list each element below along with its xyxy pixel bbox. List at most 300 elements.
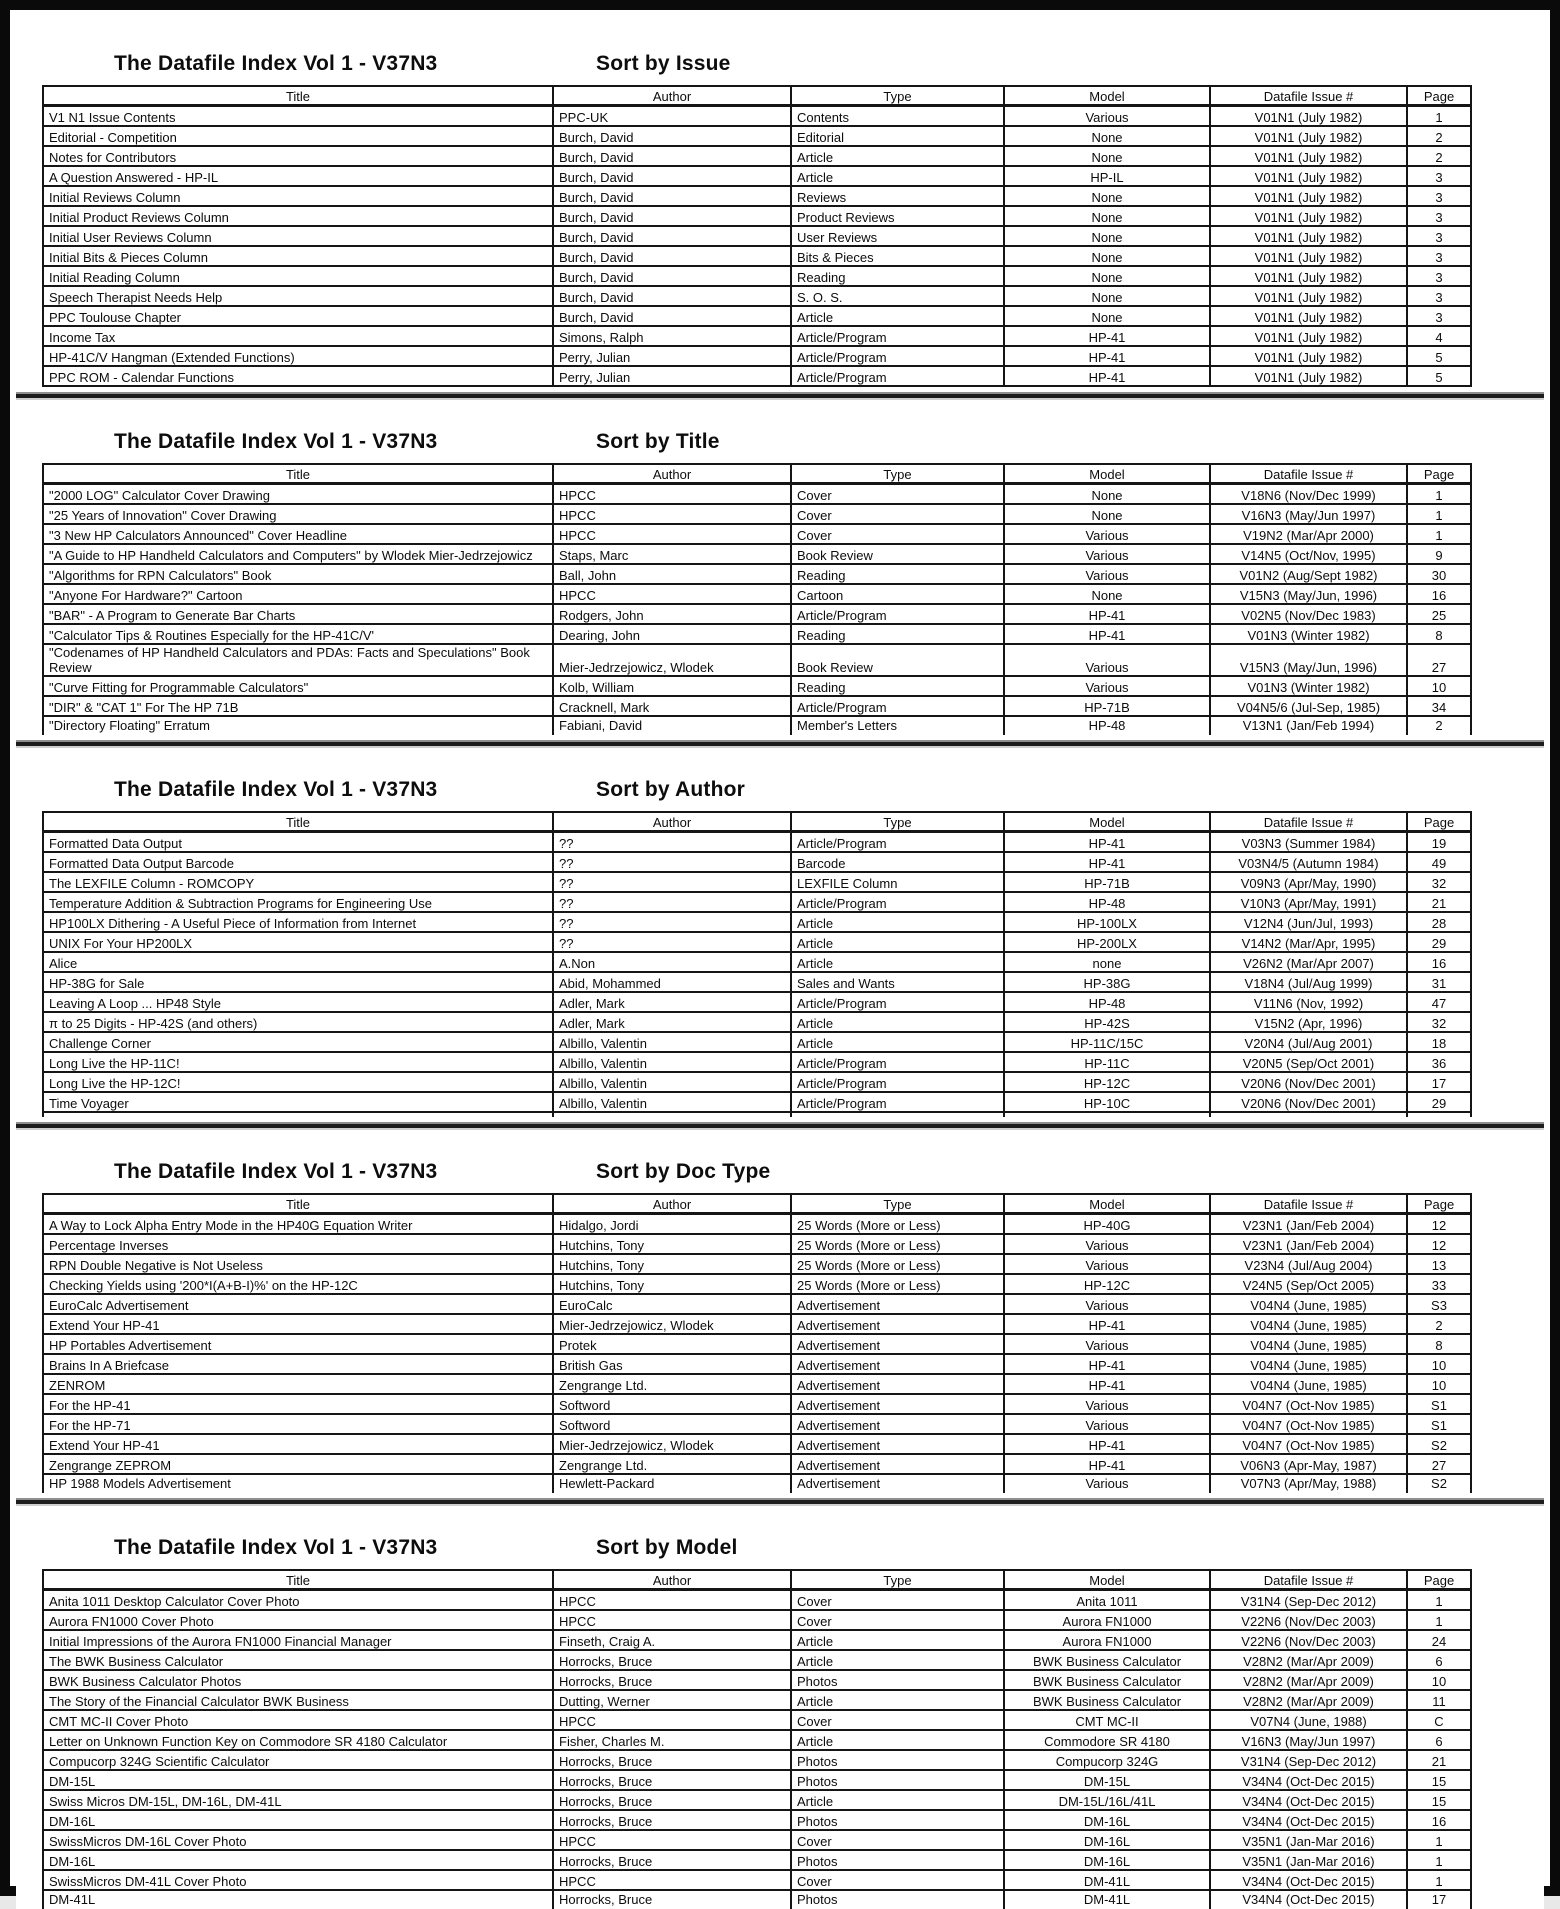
cell-type: Contents (791, 106, 1004, 127)
cell-type: Article (791, 1690, 1004, 1710)
column-header: Page (1407, 86, 1471, 106)
report-title: The Datafile Index Vol 1 - V37N3 (114, 430, 438, 453)
table-row (43, 1790, 1471, 1810)
cell-title: EuroCalc Advertisement (43, 1294, 553, 1314)
cell-page: S1 (1407, 1394, 1471, 1414)
table-row (43, 266, 1471, 286)
cell-title: DM-15L (43, 1770, 553, 1790)
cell-page: 29 (1407, 1092, 1471, 1112)
cell-model: HP-12C (1004, 1072, 1210, 1092)
cell-author: Albillo, Valentin (553, 1032, 791, 1052)
table-row (43, 1710, 1471, 1730)
table-row (43, 932, 1471, 952)
cell-model: HP-41 (1004, 1314, 1210, 1334)
index-table-by-title (42, 463, 1472, 735)
cell-type: User Reviews (791, 226, 1004, 246)
cell-type: Sales and Wants (791, 972, 1004, 992)
cell-type: Article (791, 1630, 1004, 1650)
cell-model: HP-IL (1004, 166, 1210, 186)
cell-model: HP-41 (1004, 1454, 1210, 1474)
cell-page: 17 (1407, 1890, 1471, 1909)
cell-title: Speech Therapist Needs Help (43, 286, 553, 306)
cell-author: Hidalgo, Jordi (553, 1214, 791, 1235)
cell-type: Photos (791, 1810, 1004, 1830)
cell-model: CMT MC-II (1004, 1710, 1210, 1730)
cell-issue: V15N3 (May/Jun, 1996) (1210, 584, 1407, 604)
cell-issue: V34N4 (Oct-Dec 2015) (1210, 1770, 1407, 1790)
cell-author: Horrocks, Bruce (553, 1750, 791, 1770)
cell-title: The LEXFILE Column - ROMCOPY (43, 872, 553, 892)
table-row (43, 624, 1471, 644)
cell-title: DM-16L (43, 1850, 553, 1870)
cell-author: Finseth, Craig A. (553, 1630, 791, 1650)
table-row (43, 892, 1471, 912)
index-table-by-model (42, 1569, 1472, 1909)
page-header (16, 16, 1544, 85)
table-row (43, 1750, 1471, 1770)
cell-author: EuroCalc (553, 1294, 791, 1314)
table-row (43, 1630, 1471, 1650)
cell-issue: V01N1 (July 1982) (1210, 186, 1407, 206)
cell-type: Reading (791, 624, 1004, 644)
table-row (43, 286, 1471, 306)
cell-model: HP-41 (1004, 1434, 1210, 1454)
cell-type: Product Reviews (791, 206, 1004, 226)
cell-model: None (1004, 186, 1210, 206)
table-row (43, 972, 1471, 992)
cell-title: BWK Business Calculator Photos (43, 1670, 553, 1690)
cell-type: Article/Program (791, 1092, 1004, 1112)
cell-page: 10 (1407, 676, 1471, 696)
cell-author: HPCC (553, 1870, 791, 1890)
cell-page: 21 (1407, 892, 1471, 912)
cell-page: S2 (1407, 1434, 1471, 1454)
cell-page: 18 (1407, 1032, 1471, 1052)
cell-issue: V02N5 (Nov/Dec 1983) (1210, 604, 1407, 624)
index-table-by-author (42, 811, 1472, 1117)
cell-author: HPCC (553, 524, 791, 544)
cell-author: HPCC (553, 484, 791, 505)
cell-title: "Algorithms for RPN Calculators" Book (43, 564, 553, 584)
cell-page: 2 (1407, 1314, 1471, 1334)
cell-model: Various (1004, 544, 1210, 564)
cell-type: Article (791, 1790, 1004, 1810)
cell-model: HP-12C (1004, 1274, 1210, 1294)
cell-issue: V28N2 (Mar/Apr 2009) (1210, 1690, 1407, 1710)
cell-title: PPC ROM - Calendar Functions (43, 366, 553, 386)
table-row (43, 1810, 1471, 1830)
table-row (43, 952, 1471, 972)
cell-title: ZENROM (43, 1374, 553, 1394)
cell-title: UNIX For Your HP200LX (43, 932, 553, 952)
cell-page: 34 (1407, 696, 1471, 716)
cell-issue: V01N1 (July 1982) (1210, 166, 1407, 186)
cell-model: Various (1004, 1414, 1210, 1434)
cell-issue: V01N1 (July 1982) (1210, 246, 1407, 266)
cell-page: 36 (1407, 1052, 1471, 1072)
cell-type: Article/Program (791, 346, 1004, 366)
cell-page: 11 (1407, 1690, 1471, 1710)
cell-author: Mier-Jedrzejowicz, Wlodek (553, 1434, 791, 1454)
cell-model: HP-42S (1004, 1012, 1210, 1032)
cell-type: Article (791, 952, 1004, 972)
cell-author: Horrocks, Bruce (553, 1890, 791, 1909)
cell-title: Long Live the HP-12C! (43, 1072, 553, 1092)
cell-model: BWK Business Calculator (1004, 1670, 1210, 1690)
cell-model: HP-41 (1004, 366, 1210, 386)
cell-model: HP-100LX (1004, 912, 1210, 932)
cell-type: Article/Program (791, 366, 1004, 386)
cell-type: Cover (791, 1870, 1004, 1890)
cell-title: V1 N1 Issue Contents (43, 106, 553, 127)
cell-issue: V22N6 (Nov/Dec 2003) (1210, 1630, 1407, 1650)
cell-page: 8 (1407, 624, 1471, 644)
page-edge-divider (16, 740, 1544, 748)
cell-page: 3 (1407, 286, 1471, 306)
cell-author (553, 1112, 791, 1117)
cell-model: Various (1004, 1254, 1210, 1274)
cell-model: HP-41 (1004, 604, 1210, 624)
cell-issue: V34N4 (Oct-Dec 2015) (1210, 1890, 1407, 1909)
table-row (43, 1092, 1471, 1112)
cell-issue: V28N2 (Mar/Apr 2009) (1210, 1650, 1407, 1670)
cell-model: Various (1004, 644, 1210, 676)
cell-page: 30 (1407, 564, 1471, 584)
table-row (43, 106, 1471, 127)
table-row (43, 1870, 1471, 1890)
page-sort-by-author (16, 748, 1544, 1117)
column-header: Datafile Issue # (1210, 1570, 1407, 1590)
cell-page: 1 (1407, 1870, 1471, 1890)
table-row (43, 1012, 1471, 1032)
cell-issue: V13N1 (Jan/Feb 1994) (1210, 716, 1407, 735)
page-header (16, 1506, 1544, 1569)
cell-model: HP-38G (1004, 972, 1210, 992)
cell-type: Article (791, 146, 1004, 166)
cell-page: 17 (1407, 1072, 1471, 1092)
cell-author: Protek (553, 1334, 791, 1354)
cell-author: Adler, Mark (553, 1012, 791, 1032)
cell-model (1004, 1112, 1210, 1117)
cell-model: Various (1004, 564, 1210, 584)
table-row (43, 1374, 1471, 1394)
cell-title: Long Live the HP-11C! (43, 1052, 553, 1072)
cell-title: For the HP-71 (43, 1414, 553, 1434)
table-row (43, 366, 1471, 386)
cell-page: 10 (1407, 1374, 1471, 1394)
table-row (43, 226, 1471, 246)
cell-issue: V14N5 (Oct/Nov, 1995) (1210, 544, 1407, 564)
cell-type: Article (791, 1730, 1004, 1750)
cell-issue: V07N3 (Apr/May, 1988) (1210, 1474, 1407, 1493)
cell-title: Formatted Data Output (43, 832, 553, 853)
cell-issue: V34N4 (Oct-Dec 2015) (1210, 1790, 1407, 1810)
cell-type: Cover (791, 1710, 1004, 1730)
cell-issue: V01N1 (July 1982) (1210, 346, 1407, 366)
column-header: Author (553, 1570, 791, 1590)
table-row (43, 1334, 1471, 1354)
cell-type: LEXFILE Column (791, 872, 1004, 892)
cell-page: 1 (1407, 1830, 1471, 1850)
cell-type: Advertisement (791, 1334, 1004, 1354)
cell-page: 49 (1407, 852, 1471, 872)
cell-author: Burch, David (553, 146, 791, 166)
cell-model: HP-41 (1004, 832, 1210, 853)
cell-issue: V11N6 (Nov, 1992) (1210, 992, 1407, 1012)
cell-title: HP-41C/V Hangman (Extended Functions) (43, 346, 553, 366)
cell-author: Hewlett-Packard (553, 1474, 791, 1493)
cell-page: 16 (1407, 1810, 1471, 1830)
table-row (43, 696, 1471, 716)
cell-type: Barcode (791, 852, 1004, 872)
table-row (43, 306, 1471, 326)
cell-title: HP100LX Dithering - A Useful Piece of Information from Internet (43, 912, 553, 932)
cell-title: For the HP-41 (43, 1394, 553, 1414)
cell-title: "Curve Fitting for Programmable Calculators" (43, 676, 553, 696)
cell-title: Extend Your HP-41 (43, 1434, 553, 1454)
column-header: Model (1004, 86, 1210, 106)
cell-author: Fabiani, David (553, 716, 791, 735)
cell-author: Horrocks, Bruce (553, 1790, 791, 1810)
cell-model: Various (1004, 106, 1210, 127)
cell-type: Advertisement (791, 1454, 1004, 1474)
cell-page: 32 (1407, 1012, 1471, 1032)
cell-author: British Gas (553, 1354, 791, 1374)
table-row (43, 1474, 1471, 1493)
cell-page: 1 (1407, 484, 1471, 505)
cell-issue: V20N4 (Jul/Aug 2001) (1210, 1032, 1407, 1052)
cell-title: Challenge Corner (43, 1032, 553, 1052)
cell-type: Cover (791, 1590, 1004, 1611)
cell-model: HP-71B (1004, 872, 1210, 892)
cell-title: Initial Product Reviews Column (43, 206, 553, 226)
cell-model: Various (1004, 676, 1210, 696)
cell-author: Softword (553, 1414, 791, 1434)
cell-type: Photos (791, 1770, 1004, 1790)
cell-issue: V34N4 (Oct-Dec 2015) (1210, 1870, 1407, 1890)
cell-type: Photos (791, 1750, 1004, 1770)
cell-title: A Way to Lock Alpha Entry Mode in the HP40G Equation Writer (43, 1214, 553, 1235)
cell-issue: V12N4 (Jun/Jul, 1993) (1210, 912, 1407, 932)
table-row (43, 604, 1471, 624)
cell-author: Rodgers, John (553, 604, 791, 624)
cell-model: Various (1004, 1394, 1210, 1414)
cell-author: Mier-Jedrzejowicz, Wlodek (553, 644, 791, 676)
column-header: Model (1004, 1194, 1210, 1214)
cell-issue: V18N6 (Nov/Dec 1999) (1210, 484, 1407, 505)
table-row (43, 1294, 1471, 1314)
cell-issue: V35N1 (Jan-Mar 2016) (1210, 1850, 1407, 1870)
table-row (43, 1072, 1471, 1092)
cell-model: BWK Business Calculator (1004, 1690, 1210, 1710)
table-row (43, 644, 1471, 676)
cell-issue: V19N2 (Mar/Apr 2000) (1210, 524, 1407, 544)
table-row (43, 1770, 1471, 1790)
cell-issue: V01N1 (July 1982) (1210, 326, 1407, 346)
cell-author: HPCC (553, 1710, 791, 1730)
cell-model: none (1004, 952, 1210, 972)
cell-type: Cover (791, 484, 1004, 505)
cell-type: Article/Program (791, 892, 1004, 912)
cell-page: 10 (1407, 1354, 1471, 1374)
cell-page: 5 (1407, 346, 1471, 366)
table-row (43, 326, 1471, 346)
cell-issue: V01N1 (July 1982) (1210, 146, 1407, 166)
cell-author: Albillo, Valentin (553, 1072, 791, 1092)
cell-model: None (1004, 246, 1210, 266)
table-row (43, 146, 1471, 166)
cell-model: HP-11C/15C (1004, 1032, 1210, 1052)
cell-model: None (1004, 206, 1210, 226)
cell-title: DM-16L (43, 1810, 553, 1830)
cell-title: HP Portables Advertisement (43, 1334, 553, 1354)
cell-page: 2 (1407, 146, 1471, 166)
cell-type: 25 Words (More or Less) (791, 1274, 1004, 1294)
cell-page: 1 (1407, 1610, 1471, 1630)
cell-model: DM-16L (1004, 1810, 1210, 1830)
cell-type: Article/Program (791, 832, 1004, 853)
page-sort-by-model (16, 1506, 1544, 1909)
cell-issue: V04N4 (June, 1985) (1210, 1314, 1407, 1334)
cell-title: "25 Years of Innovation" Cover Drawing (43, 504, 553, 524)
cell-model: Aurora FN1000 (1004, 1610, 1210, 1630)
cell-issue: V04N7 (Oct-Nov 1985) (1210, 1414, 1407, 1434)
cell-author: Softword (553, 1394, 791, 1414)
cell-title: HP-38G for Sale (43, 972, 553, 992)
cell-author: Horrocks, Bruce (553, 1810, 791, 1830)
cell-author: Horrocks, Bruce (553, 1650, 791, 1670)
cell-page: S2 (1407, 1474, 1471, 1493)
header-row (43, 812, 1471, 832)
cell-title: Alice (43, 952, 553, 972)
cell-page: 13 (1407, 1254, 1471, 1274)
cell-type: 25 Words (More or Less) (791, 1214, 1004, 1235)
cell-title: RPN Double Negative is Not Useless (43, 1254, 553, 1274)
cell-type: Article/Program (791, 1072, 1004, 1092)
header-row (43, 1194, 1471, 1214)
cell-issue: V20N6 (Nov/Dec 2001) (1210, 1072, 1407, 1092)
cell-author: Burch, David (553, 206, 791, 226)
cell-author: Simons, Ralph (553, 326, 791, 346)
cell-title (43, 1112, 553, 1117)
cell-issue: V04N4 (June, 1985) (1210, 1294, 1407, 1314)
cell-model: Various (1004, 1294, 1210, 1314)
cell-issue: V26N2 (Mar/Apr 2007) (1210, 952, 1407, 972)
cell-type: Cover (791, 1610, 1004, 1630)
cell-author: HPCC (553, 584, 791, 604)
cell-title: Percentage Inverses (43, 1234, 553, 1254)
cell-title: "BAR" - A Program to Generate Bar Charts (43, 604, 553, 624)
cell-type: Article (791, 912, 1004, 932)
cell-title: Initial Reading Column (43, 266, 553, 286)
cell-page: 21 (1407, 1750, 1471, 1770)
column-header: Author (553, 464, 791, 484)
cell-model: DM-41L (1004, 1890, 1210, 1909)
cell-author: Dearing, John (553, 624, 791, 644)
cell-type: Photos (791, 1670, 1004, 1690)
cell-page: 3 (1407, 186, 1471, 206)
cell-issue: V01N1 (July 1982) (1210, 366, 1407, 386)
table-row (43, 1610, 1471, 1630)
sort-label: Sort by Doc Type (596, 1160, 771, 1183)
cell-author: Mier-Jedrzejowicz, Wlodek (553, 1314, 791, 1334)
column-header: Author (553, 812, 791, 832)
cell-issue: V15N2 (Apr, 1996) (1210, 1012, 1407, 1032)
report-title: The Datafile Index Vol 1 - V37N3 (114, 778, 438, 801)
page-header (16, 400, 1544, 463)
table-row (43, 1650, 1471, 1670)
cell-title: HP 1988 Models Advertisement (43, 1474, 553, 1493)
cell-title: Formatted Data Output Barcode (43, 852, 553, 872)
cell-type: Advertisement (791, 1474, 1004, 1493)
cell-page: 8 (1407, 1334, 1471, 1354)
cell-author: ?? (553, 872, 791, 892)
cell-page: 15 (1407, 1790, 1471, 1810)
cell-page: 15 (1407, 1770, 1471, 1790)
cell-model: HP-41 (1004, 1374, 1210, 1394)
cell-issue: V04N4 (June, 1985) (1210, 1374, 1407, 1394)
table-row (43, 872, 1471, 892)
cell-page: 6 (1407, 1650, 1471, 1670)
index-table-by-doc-type (42, 1193, 1472, 1493)
column-header: Title (43, 86, 553, 106)
cell-author: Burch, David (553, 226, 791, 246)
cell-author: Hutchins, Tony (553, 1254, 791, 1274)
column-header: Type (791, 464, 1004, 484)
cell-title: "Directory Floating" Erratum (43, 716, 553, 735)
cell-author: Perry, Julian (553, 366, 791, 386)
cell-issue: V04N7 (Oct-Nov 1985) (1210, 1394, 1407, 1414)
header-row (43, 464, 1471, 484)
table-row (43, 1354, 1471, 1374)
cell-model: HP-11C (1004, 1052, 1210, 1072)
cell-author: Burch, David (553, 266, 791, 286)
cell-author: ?? (553, 852, 791, 872)
cell-page: 1 (1407, 1590, 1471, 1611)
cell-type: Article (791, 932, 1004, 952)
cell-author: HPCC (553, 1610, 791, 1630)
cell-author: HPCC (553, 1590, 791, 1611)
cell-issue: V01N3 (Winter 1982) (1210, 676, 1407, 696)
cell-type: Cover (791, 1830, 1004, 1850)
cell-model: None (1004, 484, 1210, 505)
cell-model: Various (1004, 1234, 1210, 1254)
cell-issue: V01N1 (July 1982) (1210, 306, 1407, 326)
cell-issue: V22N6 (Nov/Dec 2003) (1210, 1610, 1407, 1630)
cell-page: 1 (1407, 504, 1471, 524)
cell-model: HP-10C (1004, 1092, 1210, 1112)
table-row (43, 524, 1471, 544)
cell-issue: V24N5 (Sep/Oct 2005) (1210, 1274, 1407, 1294)
cell-type: Article/Program (791, 1052, 1004, 1072)
table-row (43, 716, 1471, 735)
cell-title: CMT MC-II Cover Photo (43, 1710, 553, 1730)
cell-type: Advertisement (791, 1314, 1004, 1334)
cell-title: Leaving A Loop ... HP48 Style (43, 992, 553, 1012)
cell-author: Albillo, Valentin (553, 1052, 791, 1072)
cell-title: PPC Toulouse Chapter (43, 306, 553, 326)
column-header: Datafile Issue # (1210, 464, 1407, 484)
cell-model: HP-48 (1004, 992, 1210, 1012)
column-header: Author (553, 86, 791, 106)
cell-author: HPCC (553, 504, 791, 524)
cell-issue: V31N4 (Sep-Dec 2012) (1210, 1590, 1407, 1611)
cell-author: Ball, John (553, 564, 791, 584)
cell-issue: V01N1 (July 1982) (1210, 226, 1407, 246)
cell-type (791, 1112, 1004, 1117)
cell-issue: V35N1 (Jan-Mar 2016) (1210, 1830, 1407, 1850)
column-header: Page (1407, 812, 1471, 832)
